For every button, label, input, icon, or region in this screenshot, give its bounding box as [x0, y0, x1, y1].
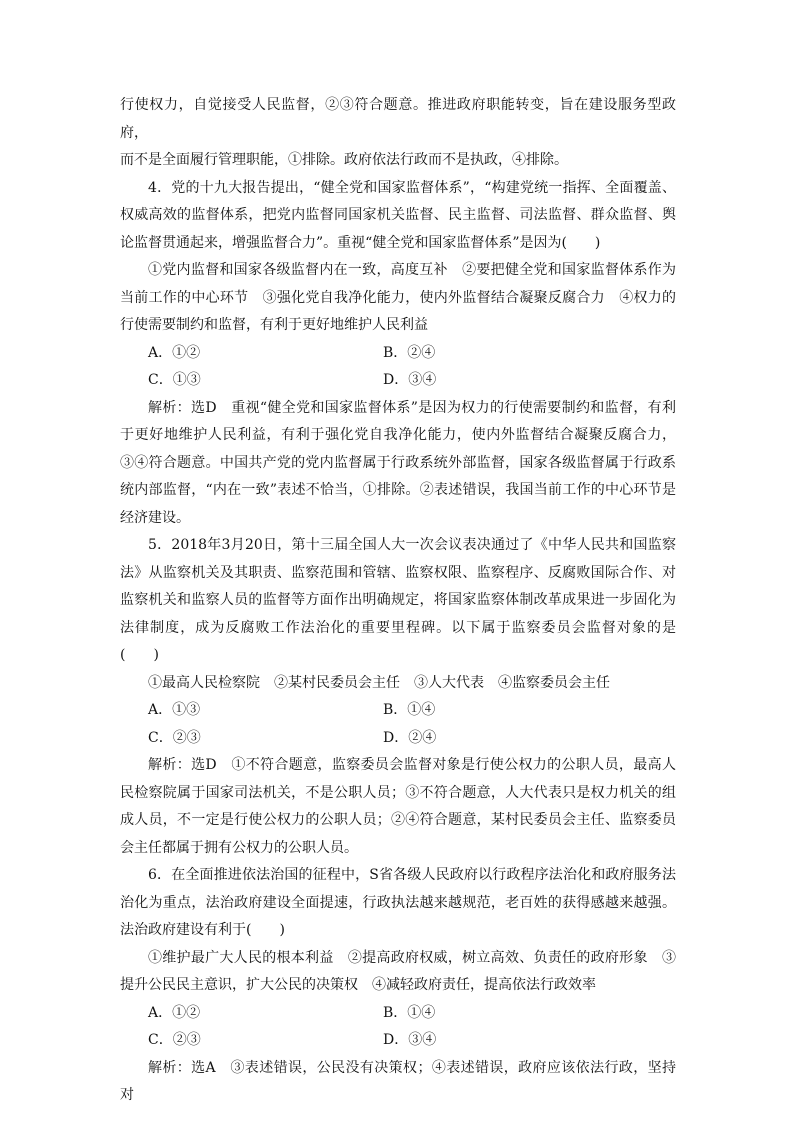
intro-line-1: 行使权力，自觉接受人民监督，②③符合题意。推进政府职能转变，旨在建设服务型政府，	[120, 97, 676, 141]
intro-paragraph	[120, 92, 676, 175]
question-5-items: ①最高人民检察院 ②某村民委员会主任 ③人大代表 ④监察委员会主任	[148, 674, 610, 691]
question-5-analysis: 解析：选D ①不符合题意，监察委员会监督对象是行使公权力的公职人员，最高人民检察院属于国家司法机关，不是公职人员；③不符合题意，人大代表只是权力机关的组成人员，不一定是行使公权力的公职人员；②④符合题意，某村民委员会主任、监察委员会主任都属于拥有公权力的公职人员。	[120, 757, 676, 856]
question-5-stem: 5．2018年3月20日，第十三届全国人大一次会议表决通过了《中华人民共和国监察法》从监察机关及其职责、监察范围和管辖、监察权限、监察程序、反腐败国际合作、对监察机关和监察人员的监督等方面作出明确规定，将国家监察体制改革成果进一步固化为法律制度，成为反腐败工作法治化的重要里程碑。以下属于监察委员会监督对象的是( )	[120, 537, 676, 663]
question-6-option-a: A．①②	[148, 1004, 201, 1021]
question-4-option-b: B．②④	[383, 344, 436, 361]
question-6-stem: 6．在全面推进依法治国的征程中，S省各级人民政府以行政程序法治化和政府服务法治化为重点，法治政府建设全面提速，行政执法越来越规范，老百姓的获得感越来越强。法治政府建设有利于( )	[120, 867, 676, 938]
question-4-options	[120, 340, 676, 395]
question-6-option-d: D．③④	[383, 1032, 437, 1048]
question-6-option-c: C．②③	[148, 1032, 201, 1048]
question-4-option-c: C．①③	[148, 372, 201, 388]
question-4-analysis: 解析：选D 重视“健全党和国家监督体系”是因为权力的行使需要制约和监督，有利于更好地维护人民利益，有利于强化党自我净化能力，使内外监督结合凝聚反腐合力，③④符合题意。中国共产党的党内监督属于行政系统外部监督，国家各级监督属于行政系统内部监督，“内在一致”表述不恰当，①排除。②表述错误，我国当前工作的中心环节是经济建设。	[120, 399, 676, 526]
question-6-items: ①维护最广大人民的根本利益 ②提高政府权威，树立高效、负责任的政府形象 ③提升公民民主意识，扩大公民的决策权 ④减轻政府责任，提高依法行政效率	[120, 949, 676, 993]
question-5-option-d: D．②④	[383, 729, 437, 746]
question-4-option-a: A．①②	[148, 344, 201, 361]
question-4-option-d: D．③④	[383, 372, 437, 388]
question-5-option-c: C．②③	[148, 729, 201, 746]
question-4-items: ①党内监督和国家各级监督内在一致，高度互补 ②要把健全党和国家监督体系作为当前工作的中心环节 ③强化党自我净化能力，使内外监督结合凝聚反腐合力 ④权力的行使需要制约和监督，有利于更好地维护人民利益	[120, 262, 676, 333]
question-5-option-b: B．①④	[383, 702, 436, 718]
intro-line-2: 而不是全面履行管理职能，①排除。政府依法行政而不是执政，④排除。	[120, 152, 568, 168]
question-4-stem: 4．党的十九大报告提出，“健全党和国家监督体系”，“构建党统一指挥、全面覆盖、权威高效的监督体系，把党内监督同国家机关监督、民主监督、司法监督、群众监督、舆论监督贯通起来，增强监督合力”。重视“健全党和国家监督体系”是因为( )	[120, 179, 676, 251]
question-5-option-a: A．①③	[148, 702, 201, 718]
question-5-options	[120, 697, 676, 752]
document-page	[120, 92, 676, 1110]
question-6-analysis: 解析：选A ③表述错误，公民没有决策权；④表述错误，政府应该依法行政，坚持对	[120, 1059, 676, 1103]
question-6-options	[120, 1000, 676, 1055]
question-6-option-b: B．①④	[383, 1004, 436, 1021]
